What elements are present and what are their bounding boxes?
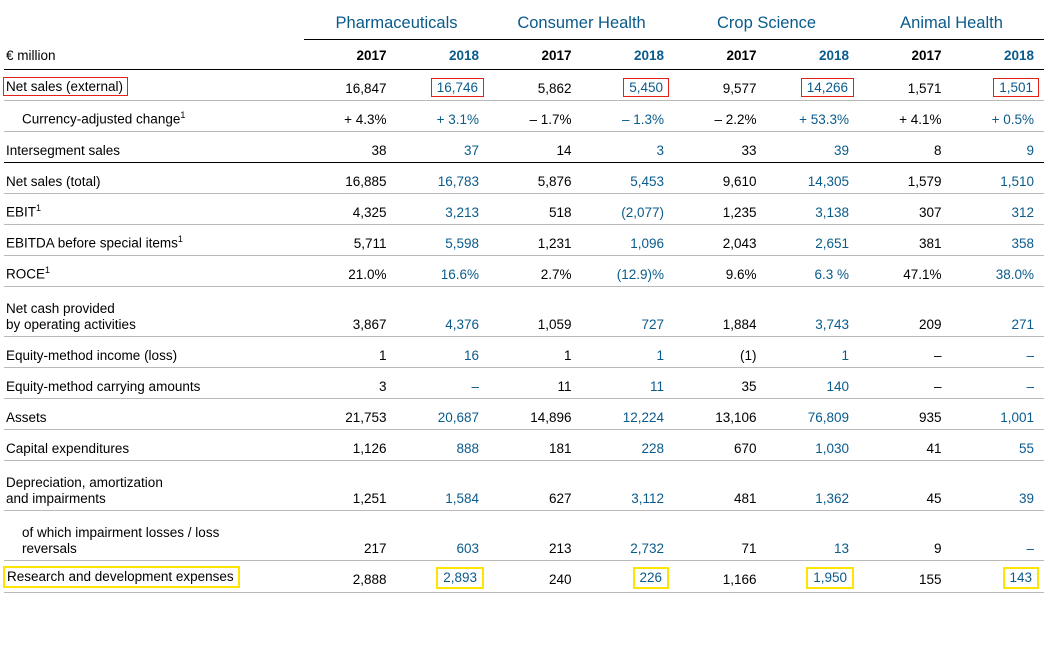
table-header bbox=[4, 0, 1044, 70]
cell-net-cash-pharma-2017: 3,867 bbox=[304, 287, 397, 337]
cell-rnd-crop-2018 bbox=[767, 561, 860, 593]
table-row bbox=[4, 225, 1044, 256]
cell-equity-income-pharma-2018: 16 bbox=[397, 337, 490, 368]
cell-currency-change-consumer-2018: – 1.3% bbox=[582, 101, 675, 132]
cell-roce-crop-2017: 9.6% bbox=[674, 256, 767, 287]
table-row bbox=[4, 163, 1044, 194]
cell-depreciation-crop-2018: 1,362 bbox=[767, 461, 860, 511]
row-label-equity-method-carrying-amounts: Equity-method carrying amounts bbox=[4, 368, 304, 399]
cell-rnd-animal-2017: 155 bbox=[859, 561, 952, 593]
cell-equity-income-crop-2018: 1 bbox=[767, 337, 860, 368]
year-animal-health-2017: 2017 bbox=[859, 39, 952, 70]
row-label-capital-expenditures: Capital expenditures bbox=[4, 430, 304, 461]
cell-net-sales-total-pharma-2017: 16,885 bbox=[304, 163, 397, 194]
table-row bbox=[4, 132, 1044, 163]
row-label-assets: Assets bbox=[4, 399, 304, 430]
cell-equity-income-consumer-2018: 1 bbox=[582, 337, 675, 368]
table-row bbox=[4, 70, 1044, 101]
cell-currency-change-crop-2018: + 53.3% bbox=[767, 101, 860, 132]
row-label-net-sales-total: Net sales (total) bbox=[4, 163, 304, 194]
cell-equity-income-pharma-2017: 1 bbox=[304, 337, 397, 368]
year-pharmaceuticals-2018: 2018 bbox=[397, 39, 490, 70]
cell-roce-animal-2018: 38.0% bbox=[952, 256, 1045, 287]
table-row bbox=[4, 368, 1044, 399]
cell-roce-crop-2018: 6.3 % bbox=[767, 256, 860, 287]
cell-ebit-pharma-2018: 3,213 bbox=[397, 194, 490, 225]
cell-depreciation-consumer-2018: 3,112 bbox=[582, 461, 675, 511]
cell-equity-income-consumer-2017: 1 bbox=[489, 337, 582, 368]
cell-net-cash-crop-2018: 3,743 bbox=[767, 287, 860, 337]
cell-currency-change-crop-2017: – 2.2% bbox=[674, 101, 767, 132]
table-row bbox=[4, 399, 1044, 430]
cell-ebitda-crop-2018: 2,651 bbox=[767, 225, 860, 256]
cell-assets-animal-2018: 1,001 bbox=[952, 399, 1045, 430]
cell-depreciation-pharma-2017: 1,251 bbox=[304, 461, 397, 511]
cell-assets-consumer-2017: 14,896 bbox=[489, 399, 582, 430]
table-row bbox=[4, 256, 1044, 287]
row-label-ebit: EBIT$^1$ bbox=[4, 194, 304, 225]
table-row bbox=[4, 511, 1044, 561]
cell-capex-animal-2017: 41 bbox=[859, 430, 952, 461]
segment-header-animal-health: Animal Health bbox=[859, 0, 1044, 39]
cell-currency-change-pharma-2018: + 3.1% bbox=[397, 101, 490, 132]
row-label-depreciation-amortization-impairments: Depreciation, amortization and impairments bbox=[4, 461, 304, 511]
cell-intersegment-pharma-2017: 38 bbox=[304, 132, 397, 163]
cell-net-cash-pharma-2018: 4,376 bbox=[397, 287, 490, 337]
row-label-currency-adjusted-change: Currency-adjusted change$^1$ bbox=[4, 101, 304, 132]
cell-ebitda-pharma-2018: 5,598 bbox=[397, 225, 490, 256]
cell-assets-crop-2017: 13,106 bbox=[674, 399, 767, 430]
year-pharmaceuticals-2017: 2017 bbox=[304, 39, 397, 70]
table-row bbox=[4, 461, 1044, 511]
cell-equity-income-animal-2017: – bbox=[859, 337, 952, 368]
cell-net-cash-animal-2017: 209 bbox=[859, 287, 952, 337]
segment-header-consumer-health: Consumer Health bbox=[489, 0, 674, 39]
highlight-box-red: 14,266 bbox=[801, 78, 854, 98]
segment-header-pharmaceuticals: Pharmaceuticals bbox=[304, 0, 489, 39]
highlight-box-red: 16,746 bbox=[431, 78, 484, 98]
cell-net-sales-external-pharma-2018 bbox=[397, 70, 490, 101]
row-label-net-cash-operating: Net cash provided by operating activities bbox=[4, 287, 304, 337]
year-header-row bbox=[4, 39, 1044, 70]
cell-equity-income-animal-2018: – bbox=[952, 337, 1045, 368]
year-consumer-health-2017: 2017 bbox=[489, 39, 582, 70]
cell-impairment-pharma-2017: 217 bbox=[304, 511, 397, 561]
table-row bbox=[4, 430, 1044, 461]
cell-ebitda-pharma-2017: 5,711 bbox=[304, 225, 397, 256]
cell-rnd-crop-2017: 1,166 bbox=[674, 561, 767, 593]
cell-rnd-pharma-2018 bbox=[397, 561, 490, 593]
cell-impairment-consumer-2018: 2,732 bbox=[582, 511, 675, 561]
cell-ebit-animal-2018: 312 bbox=[952, 194, 1045, 225]
cell-equity-carrying-crop-2018: 140 bbox=[767, 368, 860, 399]
cell-currency-change-animal-2018: + 0.5% bbox=[952, 101, 1045, 132]
cell-currency-change-pharma-2017: + 4.3% bbox=[304, 101, 397, 132]
cell-intersegment-animal-2018: 9 bbox=[952, 132, 1045, 163]
cell-depreciation-animal-2018: 39 bbox=[952, 461, 1045, 511]
cell-net-cash-animal-2018: 271 bbox=[952, 287, 1045, 337]
cell-equity-carrying-consumer-2017: 11 bbox=[489, 368, 582, 399]
cell-capex-crop-2017: 670 bbox=[674, 430, 767, 461]
cell-currency-change-consumer-2017: – 1.7% bbox=[489, 101, 582, 132]
cell-roce-consumer-2018: (12.9)% bbox=[582, 256, 675, 287]
cell-net-cash-consumer-2018: 727 bbox=[582, 287, 675, 337]
cell-ebitda-consumer-2017: 1,231 bbox=[489, 225, 582, 256]
cell-impairment-pharma-2018: 603 bbox=[397, 511, 490, 561]
highlight-box-red: 1,501 bbox=[993, 78, 1039, 98]
highlight-box-red: 5,450 bbox=[623, 78, 669, 98]
cell-roce-pharma-2017: 21.0% bbox=[304, 256, 397, 287]
cell-equity-carrying-pharma-2017: 3 bbox=[304, 368, 397, 399]
cell-assets-pharma-2018: 20,687 bbox=[397, 399, 490, 430]
highlight-box-yellow: 1,950 bbox=[806, 567, 854, 589]
highlight-box-yellow-label: Research and development expenses bbox=[3, 566, 240, 588]
cell-depreciation-consumer-2017: 627 bbox=[489, 461, 582, 511]
year-crop-science-2017: 2017 bbox=[674, 39, 767, 70]
cell-net-cash-consumer-2017: 1,059 bbox=[489, 287, 582, 337]
row-label-net-sales-external bbox=[4, 70, 304, 101]
table-row bbox=[4, 194, 1044, 225]
cell-assets-crop-2018: 76,809 bbox=[767, 399, 860, 430]
cell-net-sales-external-consumer-2017: 5,862 bbox=[489, 70, 582, 101]
row-label-impairment-losses-reversals: of which impairment losses / loss reversals bbox=[4, 511, 304, 561]
cell-intersegment-animal-2017: 8 bbox=[859, 132, 952, 163]
cell-assets-animal-2017: 935 bbox=[859, 399, 952, 430]
table-row bbox=[4, 337, 1044, 368]
row-label-equity-method-income: Equity-method income (loss) bbox=[4, 337, 304, 368]
cell-equity-carrying-animal-2017: – bbox=[859, 368, 952, 399]
cell-capex-pharma-2018: 888 bbox=[397, 430, 490, 461]
cell-capex-consumer-2018: 228 bbox=[582, 430, 675, 461]
cell-assets-consumer-2018: 12,224 bbox=[582, 399, 675, 430]
cell-impairment-animal-2018: – bbox=[952, 511, 1045, 561]
cell-rnd-consumer-2018 bbox=[582, 561, 675, 593]
cell-intersegment-consumer-2017: 14 bbox=[489, 132, 582, 163]
cell-ebitda-animal-2017: 381 bbox=[859, 225, 952, 256]
table-row bbox=[4, 287, 1044, 337]
year-crop-science-2018: 2018 bbox=[767, 39, 860, 70]
cell-ebitda-crop-2017: 2,043 bbox=[674, 225, 767, 256]
cell-net-sales-total-crop-2018: 14,305 bbox=[767, 163, 860, 194]
highlight-box-yellow: 226 bbox=[633, 567, 670, 589]
cell-net-sales-total-animal-2018: 1,510 bbox=[952, 163, 1045, 194]
unit-label: € million bbox=[4, 39, 304, 70]
cell-ebit-animal-2017: 307 bbox=[859, 194, 952, 225]
cell-capex-animal-2018: 55 bbox=[952, 430, 1045, 461]
segment-header-spacer bbox=[4, 0, 304, 39]
cell-impairment-crop-2017: 71 bbox=[674, 511, 767, 561]
row-label-intersegment-sales: Intersegment sales bbox=[4, 132, 304, 163]
cell-impairment-animal-2017: 9 bbox=[859, 511, 952, 561]
cell-rnd-pharma-2017: 2,888 bbox=[304, 561, 397, 593]
cell-depreciation-pharma-2018: 1,584 bbox=[397, 461, 490, 511]
year-animal-health-2018: 2018 bbox=[952, 39, 1045, 70]
cell-ebit-consumer-2018: (2,077) bbox=[582, 194, 675, 225]
cell-roce-consumer-2017: 2.7% bbox=[489, 256, 582, 287]
table-body bbox=[4, 70, 1044, 593]
cell-ebit-crop-2017: 1,235 bbox=[674, 194, 767, 225]
cell-equity-carrying-animal-2018: – bbox=[952, 368, 1045, 399]
row-label-research-and-development-expenses bbox=[4, 561, 304, 593]
cell-capex-pharma-2017: 1,126 bbox=[304, 430, 397, 461]
cell-impairment-consumer-2017: 213 bbox=[489, 511, 582, 561]
highlight-box-yellow: 2,893 bbox=[436, 567, 484, 589]
cell-net-sales-external-animal-2018 bbox=[952, 70, 1045, 101]
cell-net-sales-total-consumer-2018: 5,453 bbox=[582, 163, 675, 194]
cell-intersegment-consumer-2018: 3 bbox=[582, 132, 675, 163]
cell-rnd-consumer-2017: 240 bbox=[489, 561, 582, 593]
cell-ebitda-consumer-2018: 1,096 bbox=[582, 225, 675, 256]
cell-capex-crop-2018: 1,030 bbox=[767, 430, 860, 461]
cell-equity-carrying-crop-2017: 35 bbox=[674, 368, 767, 399]
cell-net-sales-external-pharma-2017: 16,847 bbox=[304, 70, 397, 101]
cell-rnd-animal-2018 bbox=[952, 561, 1045, 593]
cell-equity-carrying-pharma-2018: – bbox=[397, 368, 490, 399]
cell-ebitda-animal-2018: 358 bbox=[952, 225, 1045, 256]
highlight-box-yellow: 143 bbox=[1003, 567, 1040, 589]
cell-currency-change-animal-2017: + 4.1% bbox=[859, 101, 952, 132]
cell-assets-pharma-2017: 21,753 bbox=[304, 399, 397, 430]
segment-financials-table bbox=[4, 0, 1044, 593]
cell-intersegment-pharma-2018: 37 bbox=[397, 132, 490, 163]
row-label-roce: ROCE$^1$ bbox=[4, 256, 304, 287]
cell-net-sales-total-animal-2017: 1,579 bbox=[859, 163, 952, 194]
cell-net-sales-external-crop-2018 bbox=[767, 70, 860, 101]
cell-equity-income-crop-2017: (1) bbox=[674, 337, 767, 368]
table-row bbox=[4, 561, 1044, 593]
cell-ebit-crop-2018: 3,138 bbox=[767, 194, 860, 225]
cell-ebit-pharma-2017: 4,325 bbox=[304, 194, 397, 225]
cell-net-sales-total-consumer-2017: 5,876 bbox=[489, 163, 582, 194]
cell-ebit-consumer-2017: 518 bbox=[489, 194, 582, 225]
cell-net-sales-external-crop-2017: 9,577 bbox=[674, 70, 767, 101]
highlight-box-red-label: Net sales (external) bbox=[3, 77, 128, 97]
segment-header-row bbox=[4, 0, 1044, 39]
cell-depreciation-animal-2017: 45 bbox=[859, 461, 952, 511]
segment-header-crop-science: Crop Science bbox=[674, 0, 859, 39]
cell-equity-carrying-consumer-2018: 11 bbox=[582, 368, 675, 399]
table-row bbox=[4, 101, 1044, 132]
cell-net-cash-crop-2017: 1,884 bbox=[674, 287, 767, 337]
cell-intersegment-crop-2018: 39 bbox=[767, 132, 860, 163]
cell-net-sales-total-crop-2017: 9,610 bbox=[674, 163, 767, 194]
cell-net-sales-external-animal-2017: 1,571 bbox=[859, 70, 952, 101]
cell-impairment-crop-2018: 13 bbox=[767, 511, 860, 561]
cell-net-sales-total-pharma-2018: 16,783 bbox=[397, 163, 490, 194]
cell-roce-pharma-2018: 16.6% bbox=[397, 256, 490, 287]
cell-net-sales-external-consumer-2018 bbox=[582, 70, 675, 101]
cell-roce-animal-2017: 47.1% bbox=[859, 256, 952, 287]
cell-intersegment-crop-2017: 33 bbox=[674, 132, 767, 163]
cell-depreciation-crop-2017: 481 bbox=[674, 461, 767, 511]
cell-capex-consumer-2017: 181 bbox=[489, 430, 582, 461]
year-consumer-health-2018: 2018 bbox=[582, 39, 675, 70]
row-label-ebitda-before-special-items: EBITDA before special items$^1$ bbox=[4, 225, 304, 256]
